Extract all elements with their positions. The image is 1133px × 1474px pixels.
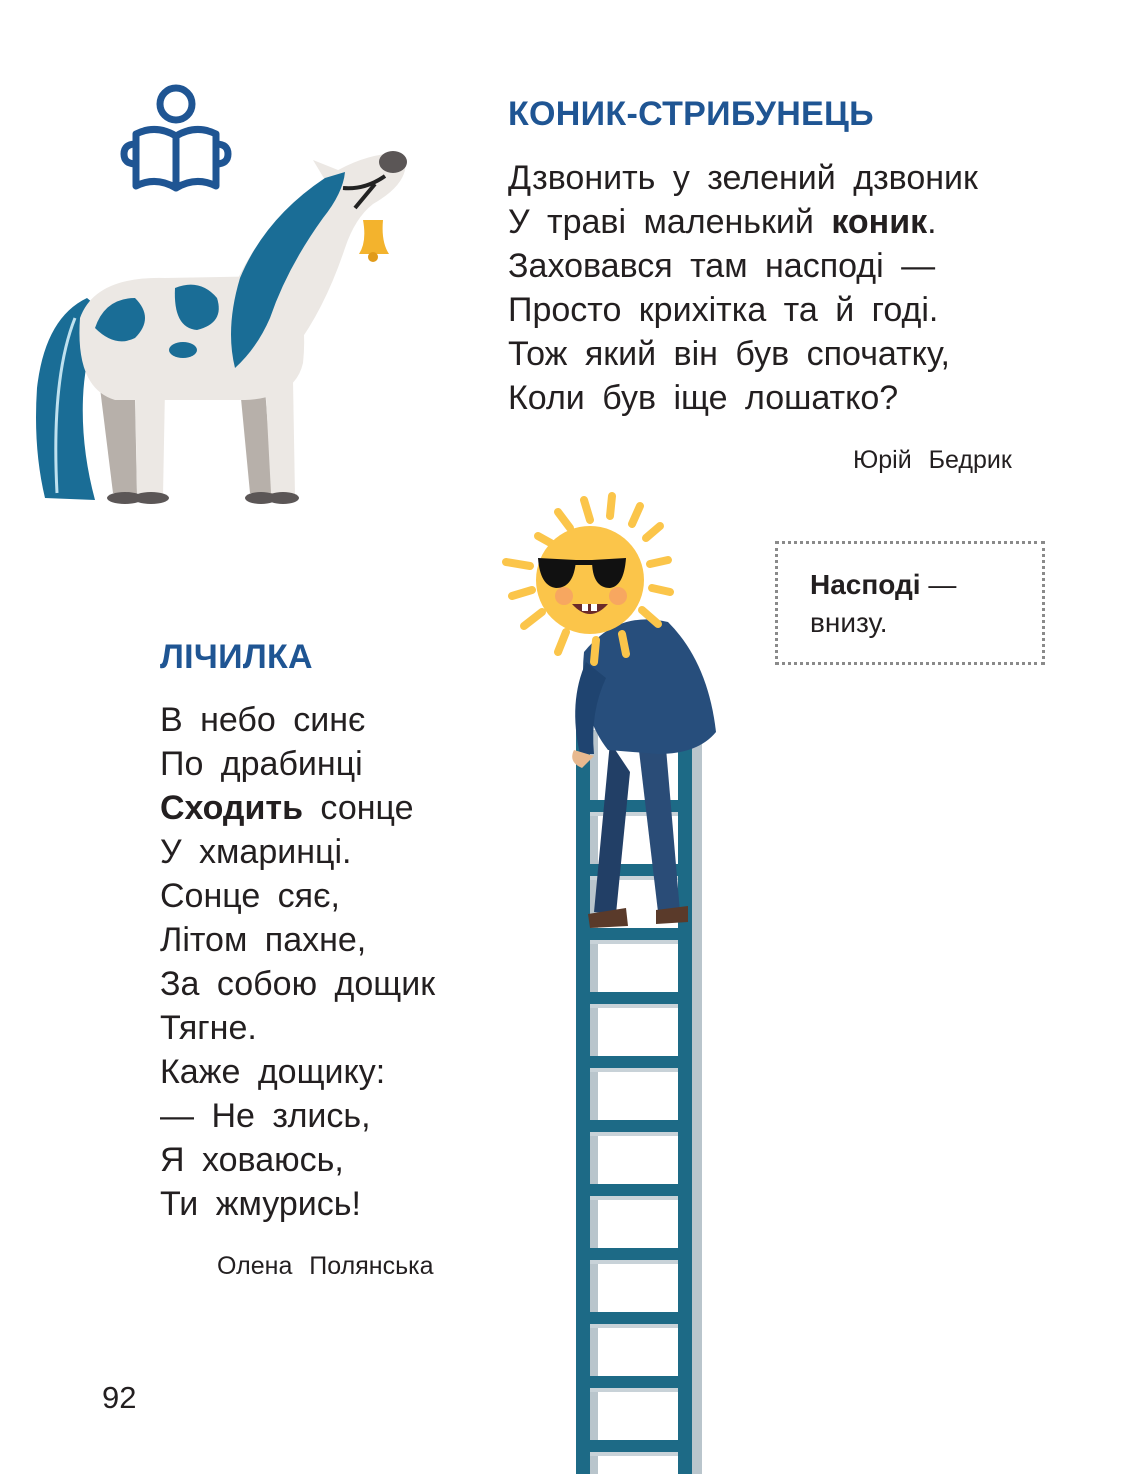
- sun-man-illustration: [498, 492, 720, 932]
- poem2-body: [160, 698, 435, 1226]
- poem2-title: ЛІЧИЛКА: [160, 638, 313, 676]
- poem1-author: Юрій Бедрик: [853, 446, 1012, 474]
- poem-line: У хмаринці.: [160, 833, 352, 871]
- poem2-author: Олена Полянська: [217, 1252, 434, 1280]
- horse-illustration: [25, 148, 415, 506]
- poem-line: Тягне.: [160, 1009, 257, 1047]
- page-number: 92: [102, 1380, 137, 1415]
- glossary-term-line: Насподі —: [810, 569, 957, 600]
- poem-line: Просто крихітка та й годі.: [508, 291, 939, 329]
- highlighted-word: Сходить: [160, 789, 303, 827]
- poem-line: В небо синє: [160, 701, 366, 739]
- poem-line: Каже дощику:: [160, 1053, 386, 1091]
- highlighted-word: коник: [831, 203, 928, 241]
- poem1-title: КОНИК-СТРИБУНЕЦЬ: [508, 95, 874, 133]
- poem-line: Тож який він був спочатку,: [508, 335, 950, 373]
- poem-line: Коли був іще лошатко?: [508, 379, 899, 417]
- poem-line: Ти жмурись!: [160, 1185, 361, 1223]
- glossary-box: [775, 541, 1045, 665]
- glossary-term: Насподі: [810, 569, 921, 600]
- poem-line: По драбинці: [160, 745, 363, 783]
- poem-line: У траві маленький коник.: [508, 203, 937, 241]
- poem-line: Сходить сонце: [160, 789, 414, 827]
- poem-line: За собою дощик: [160, 965, 436, 1003]
- poem-line: Заховався там насподі —: [508, 247, 936, 285]
- poem-line: Я ховаюсь,: [160, 1141, 344, 1179]
- poem-line: — Не злись,: [160, 1097, 371, 1135]
- poem-line: Літом пахне,: [160, 921, 367, 959]
- poem-line: Сонце сяє,: [160, 877, 340, 915]
- poem1-body: [508, 156, 978, 420]
- glossary-definition: внизу.: [810, 607, 888, 638]
- poem-line: Дзвонить у зелений дзвоник: [508, 159, 978, 197]
